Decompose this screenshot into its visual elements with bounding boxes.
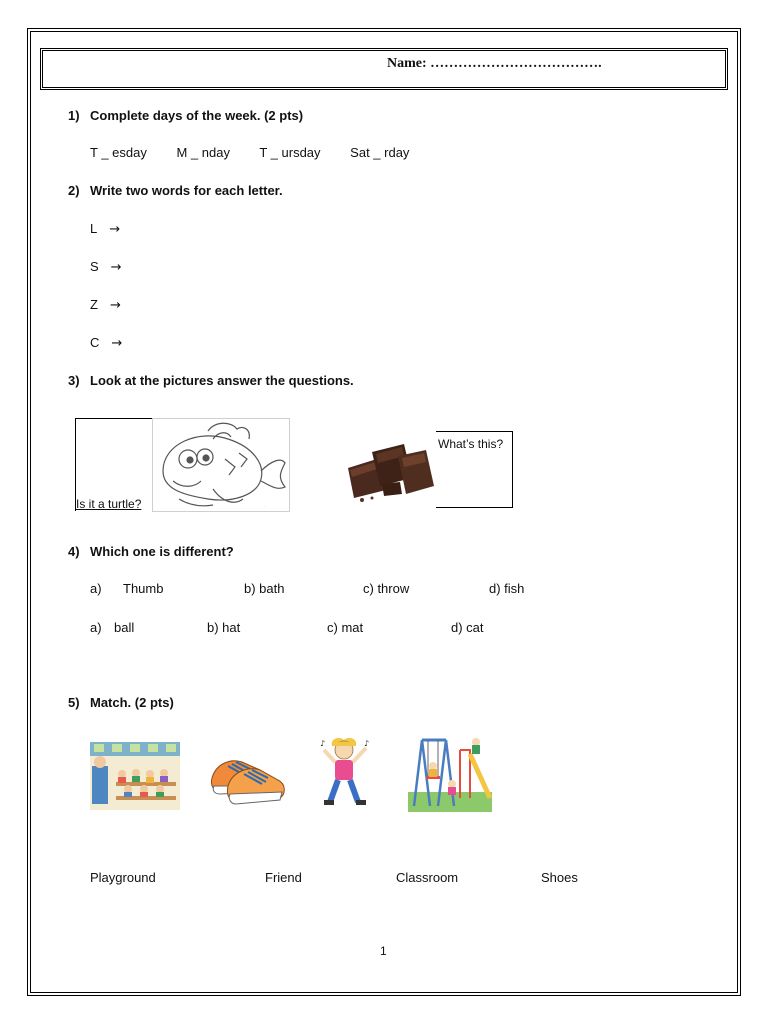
question-5-title: Match. (2 pts) — [90, 695, 174, 710]
page-frame — [30, 31, 738, 993]
arrow-icon: → — [111, 336, 123, 351]
match-word-friend: Friend — [265, 870, 302, 885]
turtle-question: Is it a turtle? — [76, 497, 142, 511]
day-item: T _ ursday — [259, 145, 321, 160]
page-number: 1 — [380, 944, 387, 958]
fish-picture — [152, 418, 290, 512]
letter-row-l: L → — [90, 221, 121, 237]
option-word: Thumb — [123, 581, 164, 596]
whats-this-question: What’s this? — [438, 437, 504, 451]
turtle-question-box — [75, 418, 154, 511]
chocolate-picture — [342, 440, 438, 504]
option-label: a) — [90, 620, 102, 635]
match-word-classroom: Classroom — [396, 870, 459, 885]
question-3: 3) Look at the pictures answer the questions. — [68, 373, 354, 388]
option-word: d) cat — [451, 620, 484, 635]
option-word: b) bath — [244, 581, 285, 596]
day-item: Sat _ rday — [350, 145, 410, 160]
day-item: T _ esday — [90, 145, 147, 160]
match-word-playground: Playground — [90, 870, 156, 885]
option-word: d) fish — [489, 581, 525, 596]
playground-picture — [408, 732, 492, 817]
svg-text:♪: ♪ — [364, 739, 370, 748]
option-word: c) throw — [363, 581, 410, 596]
question-5: 5) Match. (2 pts) — [68, 695, 174, 710]
option-label: a) — [90, 581, 102, 596]
arrow-icon: → — [109, 298, 121, 313]
svg-text:.: . — [265, 503, 267, 508]
question-2: 2) Write two words for each letter. — [68, 183, 283, 198]
letter-row-s: S → — [90, 259, 122, 275]
question-4: 4) Which one is different? — [68, 544, 234, 559]
question-3-title: Look at the pictures answer the questions. — [90, 373, 354, 388]
question-1-title: Complete days of the week. (2 pts) — [90, 108, 304, 123]
option-word: ball — [114, 620, 135, 635]
svg-text:♪: ♪ — [320, 739, 326, 748]
question-4-title: Which one is different? — [90, 544, 234, 559]
option-word: c) mat — [327, 620, 364, 635]
question-1: 1) Complete days of the week. (2 pts) — [68, 108, 304, 123]
match-word-shoes: Shoes — [541, 870, 578, 885]
question-2-title: Write two words for each letter. — [90, 183, 283, 198]
name-field-label: Name: ………………………………. — [387, 56, 602, 71]
letter-row-z: Z → — [90, 297, 121, 313]
name-box — [40, 48, 728, 90]
arrow-icon: → — [109, 222, 121, 237]
shoes-picture — [206, 740, 288, 813]
classroom-picture — [90, 742, 180, 815]
whats-this-box — [436, 431, 513, 508]
days-row — [90, 145, 435, 160]
arrow-icon: → — [110, 260, 122, 275]
day-item: M _ nday — [176, 145, 230, 160]
option-word: b) hat — [207, 620, 241, 635]
friend-picture — [318, 736, 374, 817]
letter-row-c: C → — [90, 335, 123, 351]
